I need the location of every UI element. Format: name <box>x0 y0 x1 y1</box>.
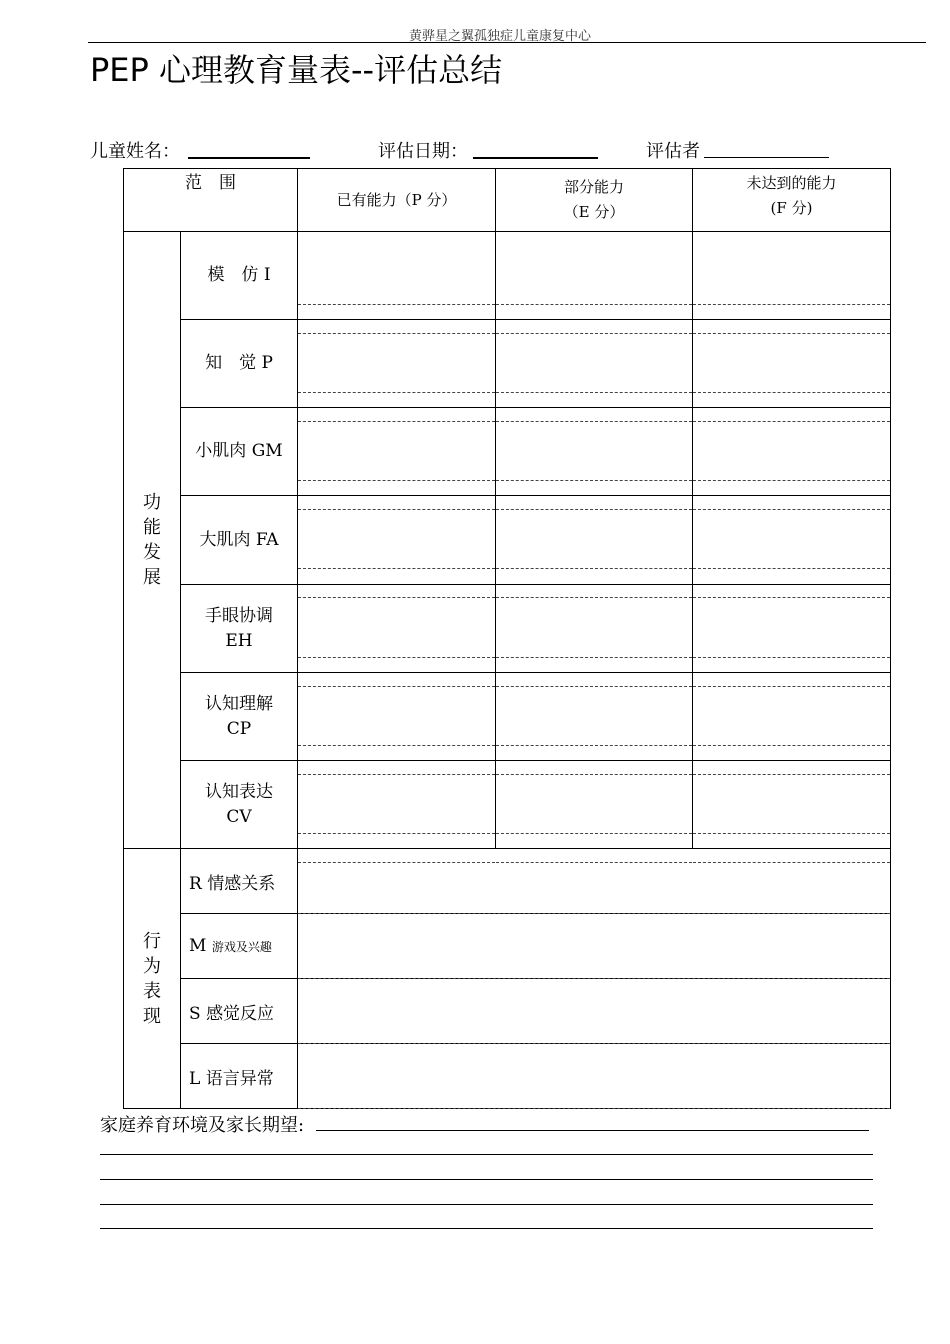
row-label-fine-motor: 小肌肉 GM <box>181 408 298 496</box>
group-behavior: 行 为 表 现 <box>124 849 181 1109</box>
child-name-label: 儿童姓名： <box>90 141 180 162</box>
row-label-play: M 游戏及兴趣 <box>181 914 298 979</box>
table-row <box>124 232 891 320</box>
family-line[interactable] <box>100 1179 873 1180</box>
header-rule <box>88 42 926 43</box>
header-col-e: 部分能力 （E 分） <box>496 169 693 232</box>
assessor-label: 评估者 <box>646 141 700 162</box>
table-row <box>124 849 891 914</box>
row-label-relating: R 情感关系 <box>181 849 298 914</box>
cell-p[interactable] <box>298 232 496 320</box>
row-label-perception: 知 觉 P <box>181 320 298 408</box>
table-row <box>124 979 891 1044</box>
family-line[interactable] <box>316 1130 869 1131</box>
child-name-field[interactable] <box>188 157 310 159</box>
family-line[interactable] <box>100 1154 873 1155</box>
behavior-cell[interactable] <box>298 914 891 979</box>
header-col-p: 已有能力（P 分） <box>298 169 496 232</box>
row-label-cognitive-performance: 认知理解 CP <box>181 673 298 761</box>
header-org: 黄骅星之翼孤独症儿童康复中心 <box>408 29 591 44</box>
header-range: 范 围 <box>124 169 298 232</box>
assessment-table <box>123 168 891 1109</box>
date-field[interactable] <box>473 157 598 159</box>
group-function: 功 能 发 展 <box>124 232 181 849</box>
behavior-cell[interactable] <box>298 1044 891 1109</box>
cell-e[interactable] <box>496 232 693 320</box>
row-label-cognitive-verbal: 认知表达 CV <box>181 761 298 849</box>
row-label-sensory: S 感觉反应 <box>181 979 298 1044</box>
table-row <box>124 1044 891 1109</box>
date-label: 评估日期： <box>378 141 468 162</box>
family-line[interactable] <box>100 1228 873 1229</box>
behavior-cell[interactable] <box>298 849 891 914</box>
row-label-eye-hand: 手眼协调 EH <box>181 585 298 673</box>
row-label-language: L 语言异常 <box>181 1044 298 1109</box>
header-col-f: 未达到的能力 (F 分) <box>693 169 891 232</box>
family-label: 家庭养育环境及家长期望: <box>100 1115 305 1136</box>
cell-f[interactable] <box>693 232 891 320</box>
page-title: PEP 心理教育量表--评估总结 <box>90 51 503 89</box>
family-line[interactable] <box>100 1204 873 1205</box>
assessor-field[interactable] <box>704 157 829 158</box>
row-label-gross-motor: 大肌肉 FA <box>181 496 298 585</box>
row-label-imitation: 模 仿 I <box>181 232 298 320</box>
behavior-cell[interactable] <box>298 979 891 1044</box>
table-row <box>124 914 891 979</box>
